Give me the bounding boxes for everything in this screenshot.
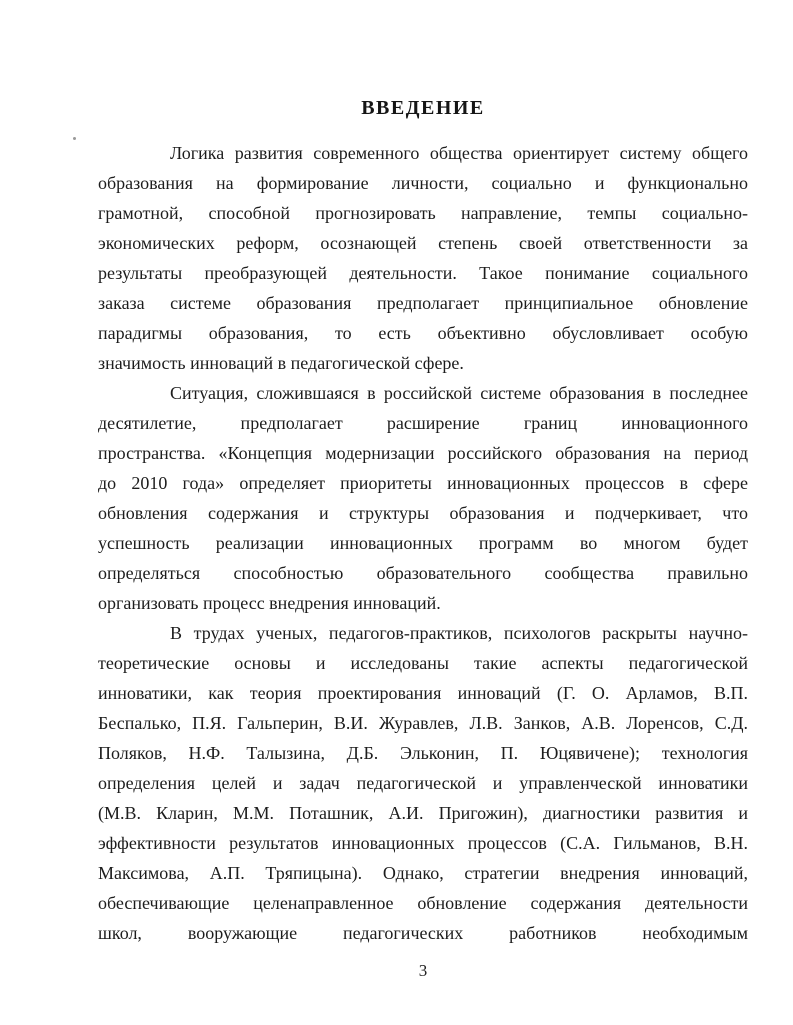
scan-artifact-dot xyxy=(73,137,76,140)
text-line: определения целей и задач педагогической и управленческой инноватики xyxy=(98,773,748,793)
page-number: 3 xyxy=(418,961,428,980)
text-line: пространства. «Концепция модернизации российского образования на период xyxy=(98,443,748,463)
text-line: экономических реформ, осознающей степень своей ответственности за xyxy=(98,233,748,253)
text-line: теоретические основы и исследованы такие аспекты педагогической xyxy=(98,653,748,673)
text-line: Логика развития современного общества ориентирует систему общего xyxy=(170,143,748,163)
text-line: (М.В. Кларин, М.М. Поташник, А.И. Пригожин), диагностики развития и xyxy=(98,803,748,823)
text-line: Максимова, А.П. Тряпицына). Однако, стратегии внедрения инноваций, xyxy=(98,863,748,883)
text-line: успешность реализации инновационных программ во многом будет xyxy=(98,533,748,553)
text-line: обеспечивающие целенаправленное обновление содержания деятельности xyxy=(98,893,748,913)
text-line: заказа системе образования предполагает принципиальное обновление xyxy=(98,293,748,313)
text-line: парадигмы образования, то есть объективно обусловливает особую xyxy=(98,323,748,343)
text-line: грамотной, способной прогнозировать направление, темпы социально- xyxy=(98,203,748,223)
text-line: эффективности результатов инновационных процессов (С.А. Гильманов, В.Н. xyxy=(98,833,748,853)
text-line: Беспалько, П.Я. Гальперин, В.И. Журавлев, Л.В. Занков, А.В. Лоренсов, С.Д. xyxy=(98,713,748,733)
text-line: обновления содержания и структуры образования и подчеркивает, что xyxy=(98,503,748,523)
text-line: В трудах ученых, педагогов-практиков, психологов раскрыты научно- xyxy=(170,623,748,643)
text-line: Поляков, Н.Ф. Талызина, Д.Б. Эльконин, П. Юцявичене); технология xyxy=(98,743,748,763)
text-line: школ, вооружающие педагогических работников необходимым xyxy=(98,923,748,943)
text-line: организовать процесс внедрения инноваций. xyxy=(98,593,441,613)
text-line: десятилетие, предполагает расширение границ инновационного xyxy=(98,413,748,433)
text-line: инноватики, как теория проектирования инноваций (Г. О. Арламов, В.П. xyxy=(98,683,748,703)
page-title: ВВЕДЕНИЕ xyxy=(361,97,485,120)
text-line: результаты преобразующей деятельности. Такое понимание социального xyxy=(98,263,748,283)
text-line: определяться способностью образовательного сообщества правильно xyxy=(98,563,748,583)
body-text xyxy=(98,138,748,948)
text-line: значимость инноваций в педагогической сфере. xyxy=(98,353,464,373)
text-line: Ситуация, сложившаяся в российской системе образования в последнее xyxy=(170,383,748,403)
text-line: до 2010 года» определяет приоритеты инновационных процессов в сфере xyxy=(98,473,748,493)
text-line: образования на формирование личности, социально и функционально xyxy=(98,173,748,193)
